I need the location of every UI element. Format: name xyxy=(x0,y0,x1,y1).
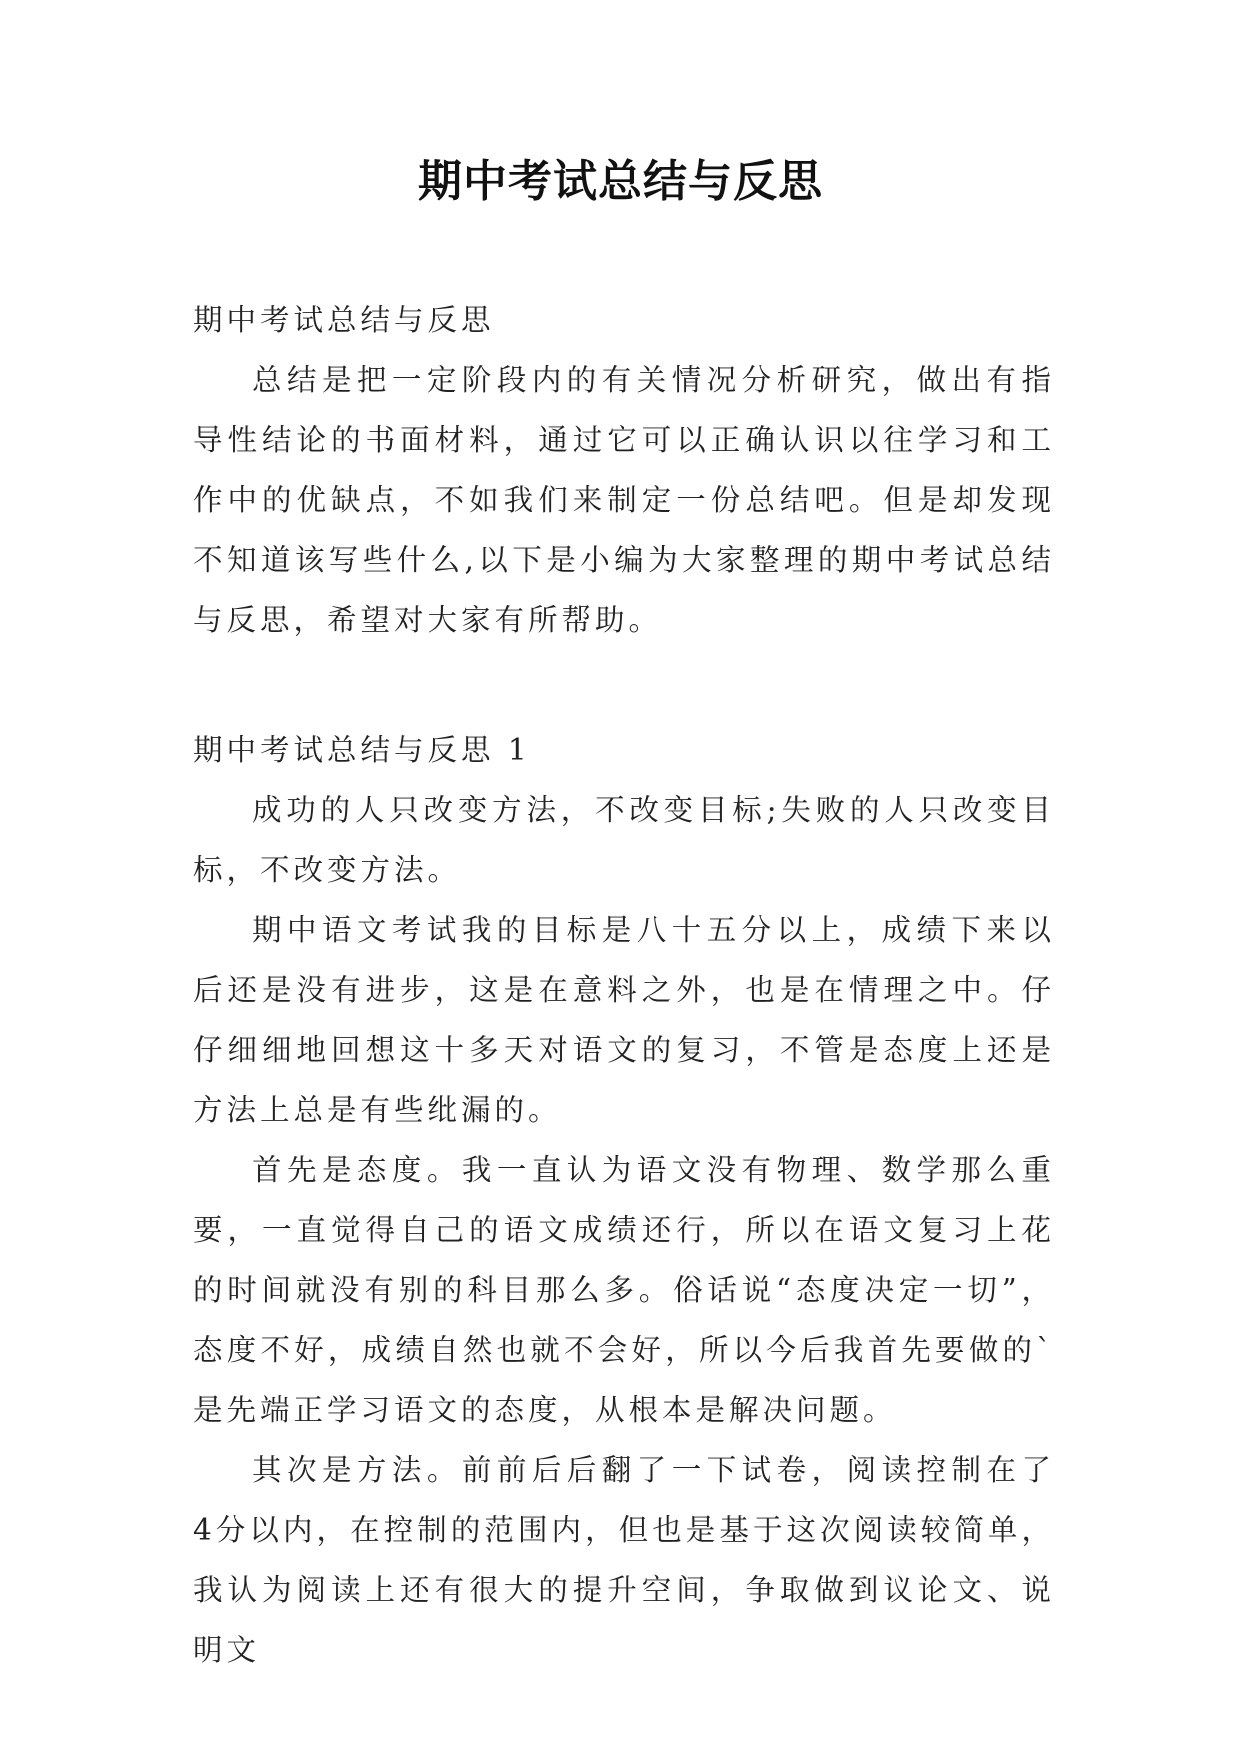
intro-heading: 期中考试总结与反思 xyxy=(193,303,495,337)
section-1-heading: 期中考试总结与反思 1 xyxy=(193,733,531,767)
intro-paragraph: 总结是把一定阶段内的有关情况分析研究，做出有指导性结论的书面材料，通过它可以正确认识以往学习和工作中的优缺点，不如我们来制定一份总结吧。但是却发现不知道该写些什么,以下是小编为大家整理的期中考试总结与反思，希望对大家有所帮助。 xyxy=(193,363,1055,637)
section-spacer xyxy=(193,650,1055,720)
document-title: 期中考试总结与反思 xyxy=(418,156,823,207)
section-1-paragraph-3: 首先是态度。我一直认为语文没有物理、数学那么重要，一直觉得自己的语文成绩还行，所以在语文复习上花的时间就没有别的科目那么多。俗话说“态度决定一切”，态度不好，成绩自然也就不会好，所以今后我首先要做的`是先端正学习语文的态度，从根本是解决问题。 xyxy=(193,1153,1055,1427)
document-body xyxy=(193,290,1055,1680)
section-1-paragraph-1: 成功的人只改变方法，不改变目标;失败的人只改变目标，不改变方法。 xyxy=(193,793,1055,887)
section-1-paragraph-4: 其次是方法。前前后后翻了一下试卷，阅读控制在了 4分以内，在控制的范围内，但也是基于这次阅读较简单，我认为阅读上还有很大的提升空间，争取做到议论文、说明文 xyxy=(193,1453,1055,1667)
section-1-paragraph-2: 期中语文考试我的目标是八十五分以上，成绩下来以后还是没有进步，这是在意料之外，也是在情理之中。仔仔细细地回想这十多天对语文的复习，不管是态度上还是方法上总是有些纰漏的。 xyxy=(193,913,1055,1127)
